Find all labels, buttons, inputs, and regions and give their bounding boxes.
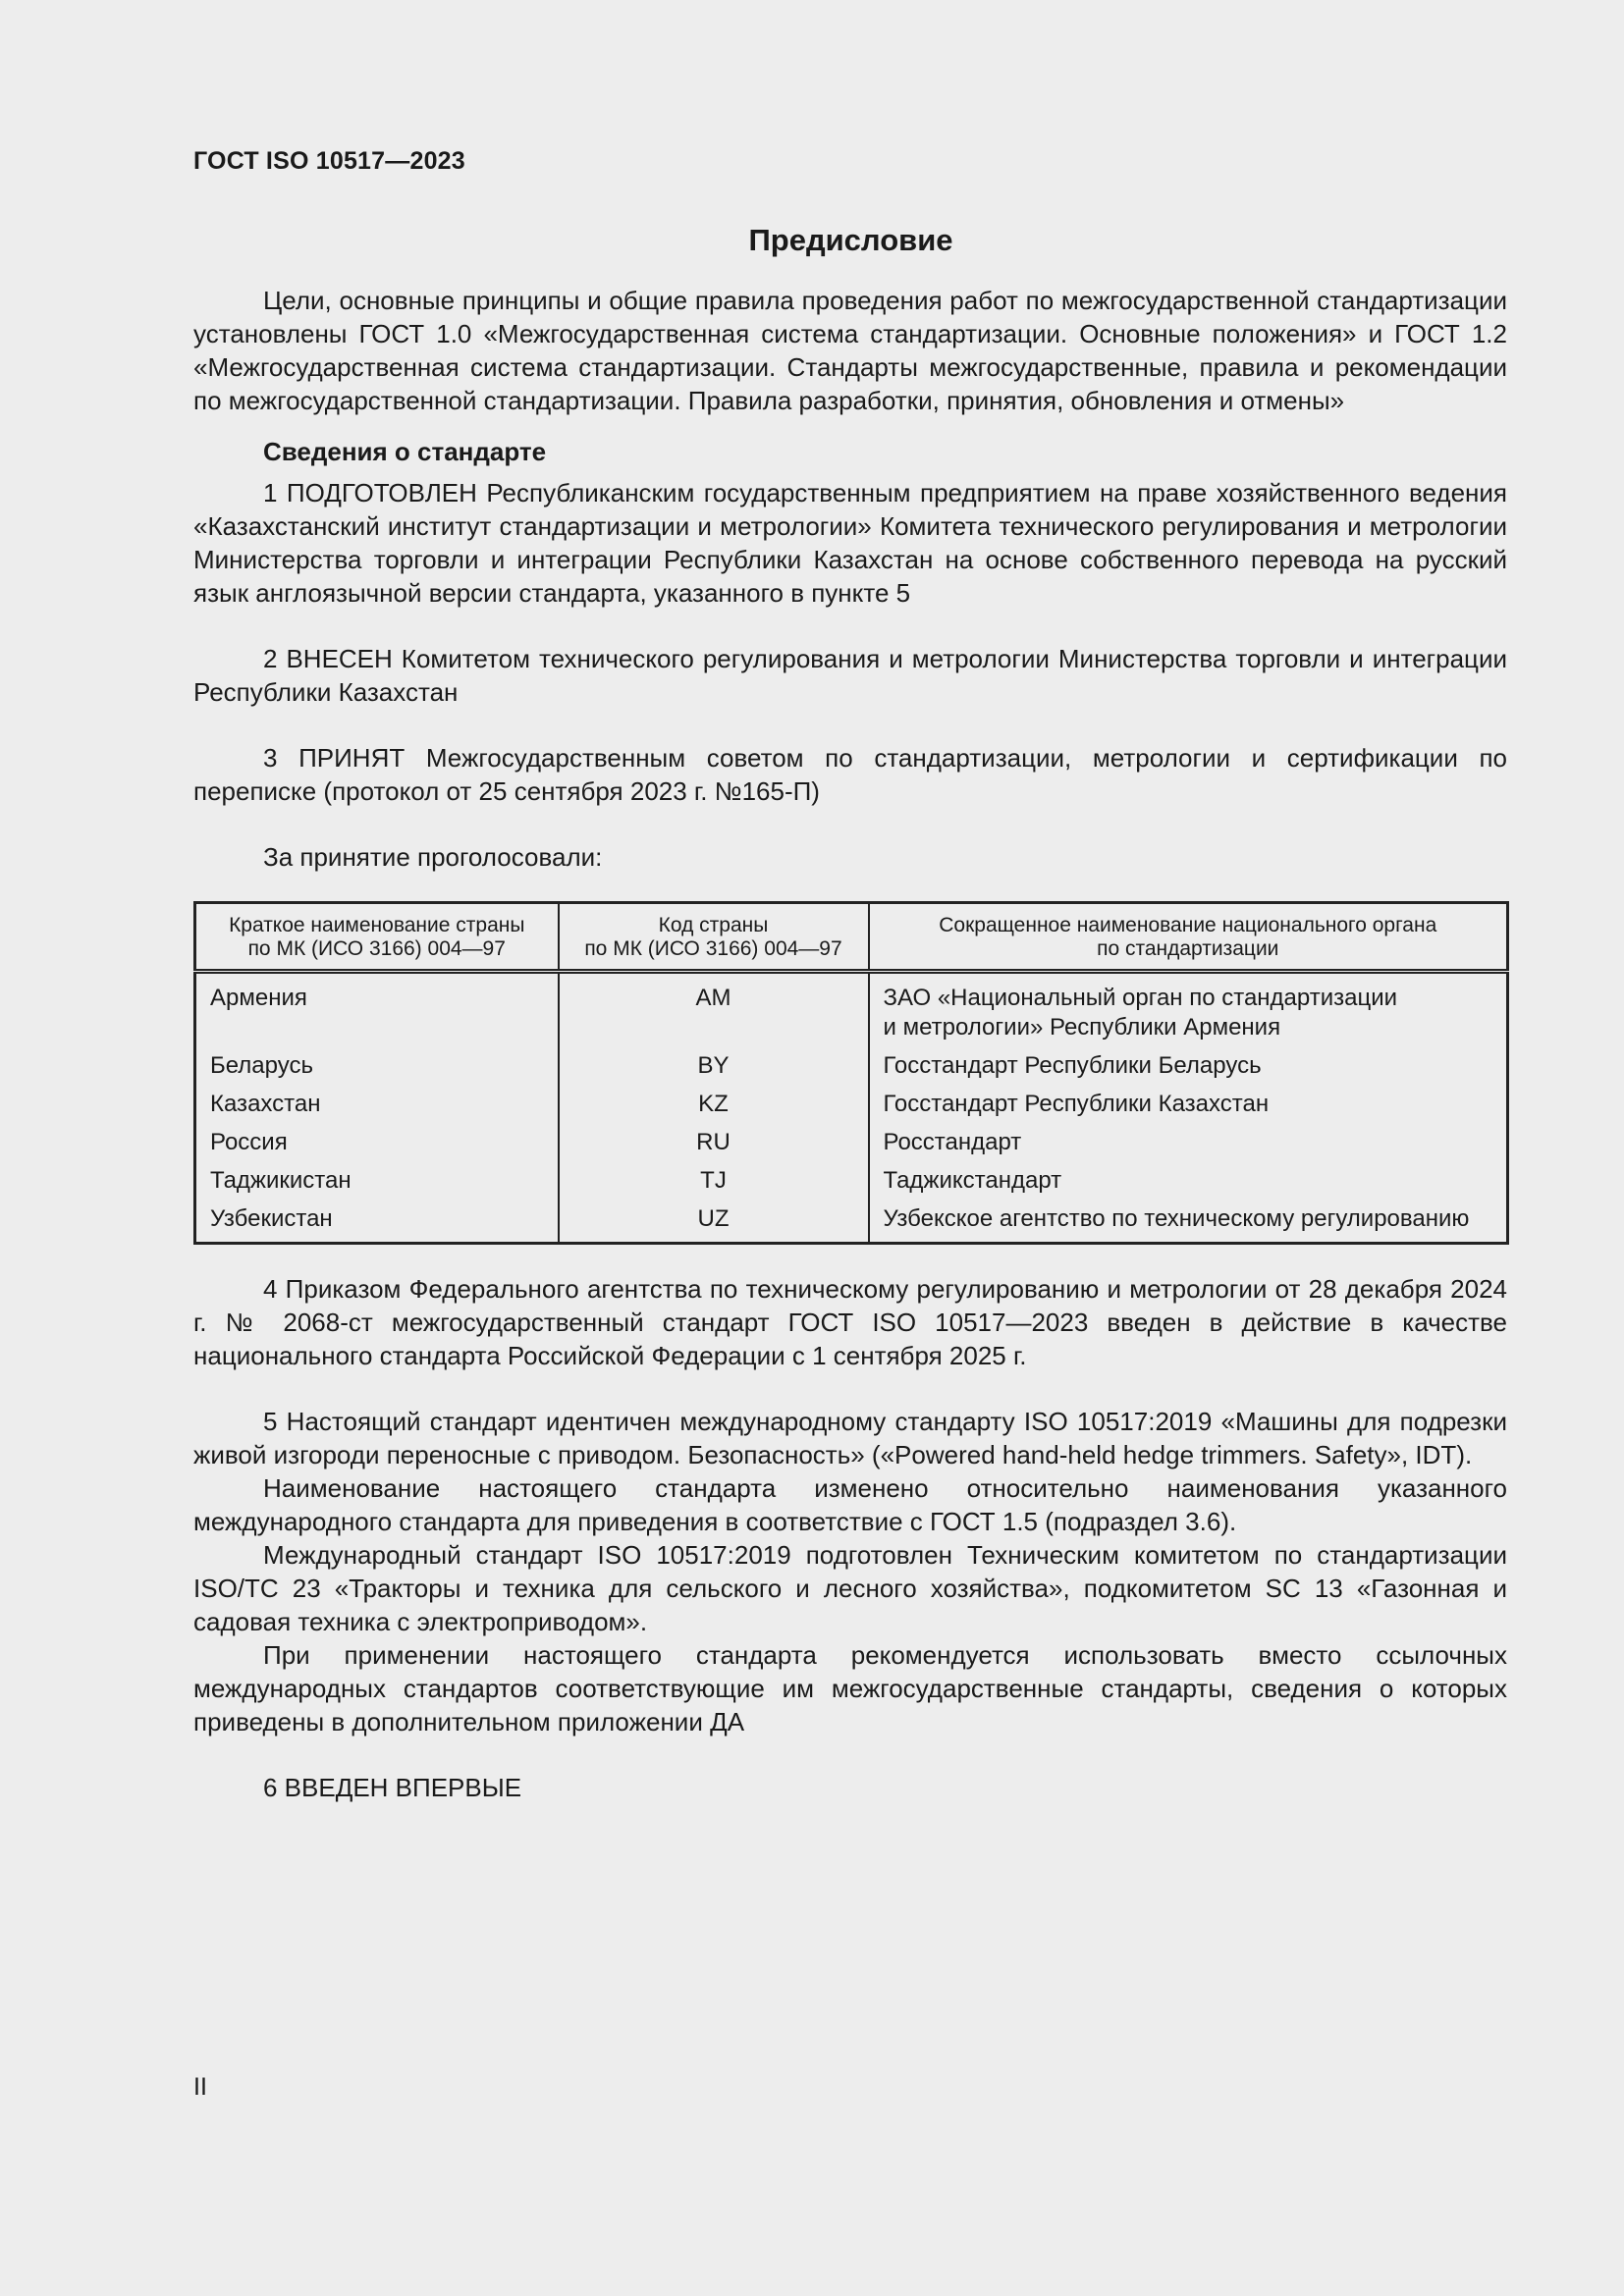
body-cell: Росстандарт (883, 1129, 1022, 1155)
intro-paragraph: Цели, основные принципы и общие правила проведения работ по межгосударственной стандартизации установлены ГОСТ 1.0 «Межгосударственная система стандартизации. Основные положения» и ГОСТ 1.2 «Межгосударственная система стандартизации. Стандарты межгосударственные, правила и рекомендации по межгосударственной стандартизации. Правила разработки, принятия, обновления и отмены» (193, 286, 1507, 415)
country-cell: Россия (195, 1124, 559, 1162)
item-6-paragraph: 6 ВВЕДЕН ВПЕРВЫЕ (263, 1773, 522, 1802)
code-cell: KZ (559, 1086, 869, 1124)
header-country: Краткое наименование страны по МК (ИСО 3166) 004—97 (195, 903, 559, 972)
header-code: Код страны по МК (ИСО 3166) 004—97 (559, 903, 869, 972)
document-body (193, 284, 1507, 1804)
body-cell: Узбекское агентство по техническому регулированию (883, 1205, 1470, 1232)
item-5-committee-paragraph: Международный стандарт ISO 10517:2019 подготовлен Техническим комитетом по стандартизации ISO/TC 23 «Тракторы и техника для сельского и лесного хозяйства», подкомитетом SC 13 «Газонная и садовая техника с электроприводом». (193, 1540, 1507, 1636)
voted-label: За принятие проголосовали: (263, 842, 603, 872)
country-cell: Беларусь (195, 1047, 559, 1086)
item-4-paragraph: 4 Приказом Федерального агентства по техническому регулированию и метрологии от 28 декабря 2024 г. № 2068-ст межгосударственный стандарт ГОСТ ISO 10517—2023 введен в действие в качестве национального стандарта Российской Федерации с 1 сентября 2025 г. (193, 1274, 1507, 1370)
body-cell: ЗАО «Национальный орган по стандартизации и метрологии» Республики Армения (883, 985, 1398, 1041)
code-cell: UZ (559, 1201, 869, 1244)
table-header-row (195, 903, 1508, 972)
item-3-paragraph: 3 ПРИНЯТ Межгосударственным советом по стандартизации, метрологии и сертификации по переписке (протокол от 25 сентября 2023 г. №165-П) (193, 743, 1507, 806)
country-cell: Таджикистан (195, 1162, 559, 1201)
body-cell: Госстандарт Республики Беларусь (883, 1052, 1262, 1079)
country-cell: Казахстан (195, 1086, 559, 1124)
body-cell: Таджикстандарт (883, 1167, 1062, 1194)
table-row (195, 1201, 1508, 1244)
code-cell: TJ (559, 1162, 869, 1201)
table-row (195, 1047, 1508, 1086)
item-5-references-paragraph: При применении настоящего стандарта рекомендуется использовать вместо ссылочных международных стандартов соответствующие им межгосударственные стандарты, сведения о которых приведены в дополнительном приложении ДА (193, 1640, 1507, 1736)
code-cell: BY (559, 1047, 869, 1086)
voting-table (193, 901, 1509, 1245)
body-cell: Госстандарт Республики Казахстан (883, 1091, 1270, 1117)
table-row (195, 1086, 1508, 1124)
document-code: ГОСТ ISO 10517—2023 (193, 147, 465, 175)
section-heading: Сведения о стандарте (263, 437, 547, 466)
table-row (195, 972, 1508, 1048)
page-number: II (193, 2073, 207, 2101)
header-body: Сокращенное наименование национального органа по стандартизации (869, 903, 1508, 972)
item-5-name-paragraph: Наименование настоящего стандарта изменено относительно наименования указанного международного стандарта для приведения в соответствие с ГОСТ 1.5 (подраздел 3.6). (193, 1473, 1507, 1536)
item-2-paragraph: 2 ВНЕСЕН Комитетом технического регулирования и метрологии Министерства торговли и интеграции Республики Казахстан (193, 644, 1507, 707)
country-cell: Узбекистан (195, 1201, 559, 1244)
code-cell: AM (559, 972, 869, 1048)
code-cell: RU (559, 1124, 869, 1162)
country-cell: Армения (195, 972, 559, 1048)
table-row (195, 1124, 1508, 1162)
page-title: Предисловие (748, 223, 953, 257)
item-5-paragraph: 5 Настоящий стандарт идентичен международному стандарту ISO 10517:2019 «Машины для подрезки живой изгороди переносные с приводом. Безопасность» («Powered hand-held hedge trimmers. Safety», IDT). (193, 1407, 1507, 1469)
item-1-paragraph: 1 ПОДГОТОВЛЕН Республиканским государственным предприятием на праве хозяйственного ведения «Казахстанский институт стандартизации и метрологии» Комитета технического регулирования и метрологии Министерства торговли и интеграции Республики Казахстан на основе собственного перевода на русский язык англоязычной версии стандарта, указанного в пункте 5 (193, 478, 1507, 608)
table-row (195, 1162, 1508, 1201)
